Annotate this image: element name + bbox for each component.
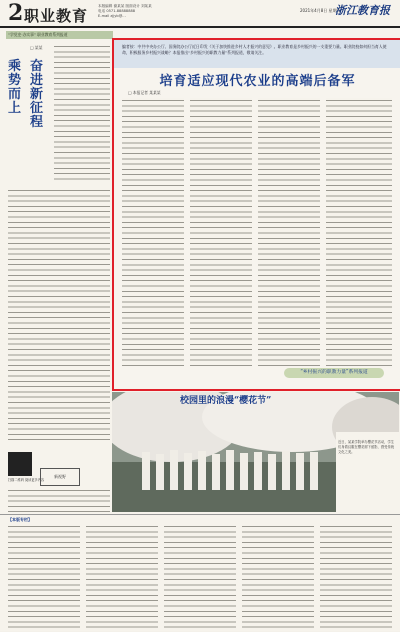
bottom-text-column [86,524,158,628]
left-story-text-block [8,188,110,443]
page-number: 2 [8,0,24,26]
editor-info-line: 电话 0571-88888888 [98,9,136,13]
editor-info-line: 本版编辑 谢某某 版面设计 刘某某 [98,4,152,8]
editor-info [98,4,152,19]
bottom-text-column [164,524,236,628]
issue-date: 2021年4月8日 星期四 [300,8,341,13]
left-headline-part1: 乘势而上 [8,59,22,116]
feature-text-column [326,98,392,366]
newspaper-logo: 浙江教育报 [335,4,390,17]
photo-caption: 近日，某某学院举办樱花节活动，学生们身着汉服在樱花树下留影，感受传统文化之美。 [338,440,395,454]
qr-caption: 扫描二维码 阅读更多内容 [8,478,45,482]
masthead [0,0,400,28]
left-byline: □ 某某 [30,45,43,50]
qr-code [8,452,32,476]
badge-box: 新视野 [40,468,80,486]
feature-article [112,38,400,391]
bottom-heading: 【本版专栏】 [8,517,32,522]
bottom-text-column [8,524,80,628]
editor-info-line: E-mail zjjyb@... [98,14,126,18]
feature-text-column [190,98,252,366]
feature-byline: □ 本报记者 某某某 [128,90,161,95]
series-tag-label: “乡村振兴的职教力量”系列报道 [300,370,368,375]
editor-note-text: 编者按：中共中央办公厅、国务院办公厅近日印发《关于加快推进乡村人才振兴的意见》。职业教育是乡村振兴的一支重要力量。职业院校如何担当育人使命，积极服务乡村振兴战略？本报推出“乡村振兴的职教力量”系列报道，敬请关注。 [122,44,387,55]
bottom-text-column [320,524,392,628]
photo-headline: 校园里的浪漫“樱花节” [180,396,272,406]
feature-text-column [122,98,184,366]
feature-headline: 培育适应现代农业的高端后备军 [159,74,356,89]
left-story-text-block [54,44,110,184]
editor-note-box [114,40,400,68]
bottom-text-column [242,524,314,628]
feature-text-column [258,98,320,366]
series-tag [284,368,384,378]
left-headline-part2: 奋进新征程 [30,59,44,130]
series-strip: “学党史·办实事” 职业教育系列报道 [6,31,113,39]
left-story-text-block [8,488,110,512]
section-title: 职业教育 [24,7,89,25]
